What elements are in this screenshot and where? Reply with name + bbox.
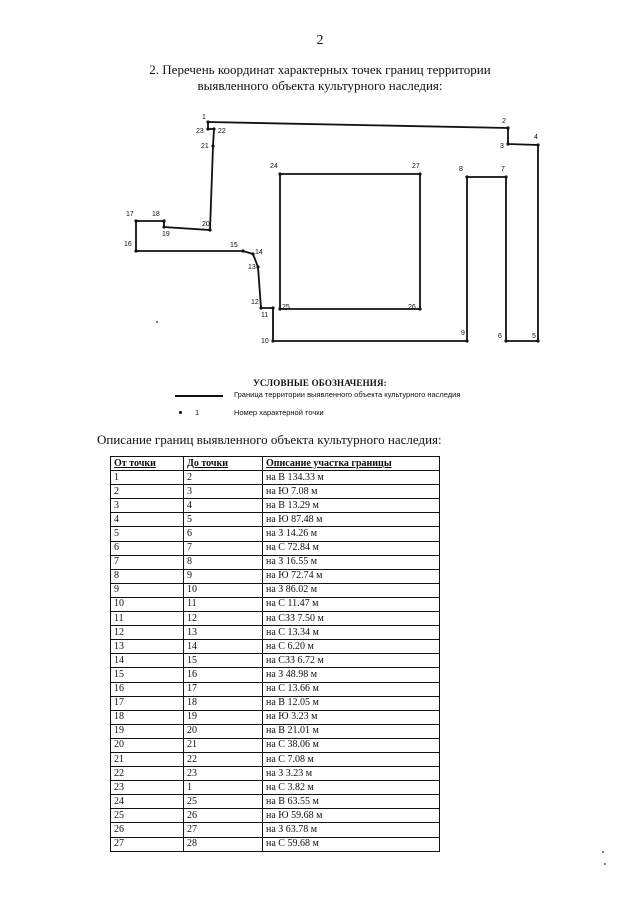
cell-to-point: 17 [184,682,263,696]
table-row [111,541,440,555]
cell-to-point: 18 [184,696,263,710]
cell-from-point: 24 [111,795,184,809]
table-row [111,823,440,837]
boundary-point-label: 27 [412,163,420,170]
boundary-point-marker [418,307,421,310]
boundary-point-marker [506,126,509,129]
boundary-point-label: 25 [282,304,290,311]
cell-from-point: 8 [111,569,184,583]
section-heading-line2: выявленного объекта культурного наследия: [197,78,443,93]
cell-description: на З 14.26 м [263,527,440,541]
boundary-point-label: 7 [501,166,505,173]
table-row [111,485,440,499]
cell-from-point: 3 [111,499,184,513]
cell-from-point: 20 [111,738,184,752]
cell-to-point: 9 [184,569,263,583]
cell-to-point: 27 [184,823,263,837]
boundary-point-label: 17 [126,211,134,218]
legend-point-text: Номер характерной точки [234,408,324,417]
boundary-point-label: 2 [502,118,506,125]
boundary-point-label: 21 [201,143,209,150]
cell-to-point: 26 [184,809,263,823]
boundary-point-label: 13 [248,264,256,271]
cell-to-point: 11 [184,597,263,611]
cell-description: на Ю 7.08 м [263,485,440,499]
table-header-row [111,457,440,471]
boundary-point-label: 22 [218,128,226,135]
cell-from-point: 1 [111,471,184,485]
cell-from-point: 2 [111,485,184,499]
cell-to-point: 14 [184,640,263,654]
table-row [111,527,440,541]
boundary-point-marker [536,339,539,342]
boundary-point-label: 14 [255,249,263,256]
cell-description: на С 13.34 м [263,626,440,640]
boundary-point-label: 26 [408,304,416,311]
boundary-point-label: 19 [162,231,170,238]
boundary-point-marker [211,144,214,147]
cell-description: на В 13.29 м [263,499,440,513]
cell-to-point: 23 [184,767,263,781]
legend-boundary-text: Граница территории выявленного объекта культурного наследия [234,390,461,399]
cell-to-point: 28 [184,837,263,851]
section-heading-line1: 2. Перечень координат характерных точек границ территории [149,62,491,77]
boundary-point-marker [206,127,209,130]
boundary-point-marker [465,175,468,178]
boundary-point-label: 11 [261,312,269,319]
boundary-point-marker [212,127,215,130]
cell-from-point: 10 [111,597,184,611]
boundary-point-label: 18 [152,211,160,218]
scan-speck [156,321,158,323]
cell-from-point: 7 [111,555,184,569]
scan-speck [602,851,604,853]
boundary-point-marker [278,172,281,175]
boundary-point-label: 23 [196,128,204,135]
cell-to-point: 1 [184,781,263,795]
cell-description: на С 59.68 м [263,837,440,851]
table-row [111,626,440,640]
cell-from-point: 22 [111,767,184,781]
cell-description: на Ю 3.23 м [263,710,440,724]
boundary-point-label: 16 [124,241,132,248]
legend-boundary-line [175,395,223,397]
boundary-point-marker [418,172,421,175]
boundary-outline [280,174,420,309]
boundary-point-marker [271,306,274,309]
cell-from-point: 12 [111,626,184,640]
table-row [111,654,440,668]
legend-point-number: 1 [195,408,200,417]
cell-from-point: 25 [111,809,184,823]
table-row [111,738,440,752]
cell-description: на З 86.02 м [263,583,440,597]
table-row [111,555,440,569]
table-row [111,710,440,724]
boundary-point-label: 9 [461,330,465,337]
cell-description: на С 7.08 м [263,752,440,766]
cell-description: на З 48.98 м [263,668,440,682]
cell-to-point: 4 [184,499,263,513]
boundary-point-marker [506,142,509,145]
boundary-point-marker [134,219,137,222]
table-row [111,767,440,781]
cell-description: на В 63.55 м [263,795,440,809]
cell-description: на Ю 87.48 м [263,513,440,527]
boundary-point-label: 20 [202,221,210,228]
cell-description: на Ю 59.68 м [263,809,440,823]
boundary-point-label: 3 [500,143,504,150]
cell-from-point: 4 [111,513,184,527]
cell-from-point: 23 [111,781,184,795]
table-row [111,612,440,626]
table-row [111,752,440,766]
cell-description: на СЗЗ 6.72 м [263,654,440,668]
boundary-point-marker [504,175,507,178]
cell-description: на СЗЗ 7.50 м [263,612,440,626]
cell-description: на З 16.55 м [263,555,440,569]
table-row [111,597,440,611]
boundary-point-label: 15 [230,242,238,249]
boundary-point-marker [241,249,244,252]
table-row [111,809,440,823]
cell-to-point: 7 [184,541,263,555]
cell-to-point: 10 [184,583,263,597]
cell-description: на З 3.23 м [263,767,440,781]
cell-to-point: 2 [184,471,263,485]
cell-from-point: 14 [111,654,184,668]
cell-to-point: 12 [184,612,263,626]
cell-to-point: 8 [184,555,263,569]
scan-speck [604,863,606,865]
boundary-point-label: 10 [261,338,269,345]
point-marker-icon [179,411,182,414]
cell-description: на С 13.66 м [263,682,440,696]
cell-from-point: 9 [111,583,184,597]
cell-to-point: 6 [184,527,263,541]
boundary-point-label: 8 [459,166,463,173]
table-body [111,471,440,852]
cell-from-point: 16 [111,682,184,696]
boundary-point-label: 1 [202,114,206,121]
boundary-point-marker [465,339,468,342]
boundary-point-marker [256,265,259,268]
boundary-point-marker [504,339,507,342]
boundary-point-label: 4 [534,134,538,141]
table-row [111,583,440,597]
cell-to-point: 22 [184,752,263,766]
boundary-point-label: 24 [270,163,278,170]
cell-from-point: 17 [111,696,184,710]
boundary-point-labels [124,114,538,345]
cell-from-point: 19 [111,724,184,738]
boundary-point-marker [271,339,274,342]
cell-description: на В 12.05 м [263,696,440,710]
cell-from-point: 11 [111,612,184,626]
cell-description: на С 3.82 м [263,781,440,795]
cell-to-point: 16 [184,668,263,682]
legend-title: УСЛОВНЫЕ ОБОЗНАЧЕНИЯ: [253,378,387,388]
boundary-point-label: 5 [532,333,536,340]
cell-description: на В 134.33 м [263,471,440,485]
table-row [111,640,440,654]
header-description: Описание участка границы [263,457,440,471]
boundary-point-marker [536,143,539,146]
boundary-point-marker [259,306,262,309]
table-row [111,781,440,795]
header-to-point: До точки [184,457,263,471]
table-row [111,696,440,710]
cell-description: на З 63.78 м [263,823,440,837]
table-row [111,795,440,809]
cell-to-point: 21 [184,738,263,752]
cell-description: на С 38.06 м [263,738,440,752]
table-row [111,513,440,527]
cell-to-point: 13 [184,626,263,640]
cell-description: на С 72.84 м [263,541,440,555]
boundary-point-label: 6 [498,333,502,340]
boundary-plan [110,105,550,355]
boundary-table [110,456,440,852]
cell-to-point: 20 [184,724,263,738]
cell-from-point: 21 [111,752,184,766]
boundary-point-label: 12 [251,299,259,306]
cell-from-point: 6 [111,541,184,555]
header-from-point: От точки [111,457,184,471]
cell-description: на Ю 72.74 м [263,569,440,583]
cell-description: на В 21.01 м [263,724,440,738]
table-row [111,837,440,851]
description-title: Описание границ выявленного объекта культурного наследия: [97,432,442,447]
boundary-point-marker [206,120,209,123]
cell-from-point: 13 [111,640,184,654]
boundary-point-marker [162,225,165,228]
table-row [111,499,440,513]
cell-from-point: 18 [111,710,184,724]
cell-to-point: 5 [184,513,263,527]
boundary-point-marker [208,228,211,231]
table-row [111,668,440,682]
boundary-point-marker [134,249,137,252]
boundary-lines [136,122,538,341]
cell-to-point: 15 [184,654,263,668]
table-row [111,569,440,583]
cell-description: на С 11.47 м [263,597,440,611]
section-heading [60,62,580,94]
cell-to-point: 25 [184,795,263,809]
cell-description: на С 6.20 м [263,640,440,654]
boundary-point-marker [162,219,165,222]
cell-from-point: 5 [111,527,184,541]
table-row [111,471,440,485]
table-row [111,682,440,696]
cell-from-point: 27 [111,837,184,851]
page-number: 2 [316,33,324,48]
cell-from-point: 15 [111,668,184,682]
cell-to-point: 3 [184,485,263,499]
table-row [111,724,440,738]
cell-from-point: 26 [111,823,184,837]
cell-to-point: 19 [184,710,263,724]
